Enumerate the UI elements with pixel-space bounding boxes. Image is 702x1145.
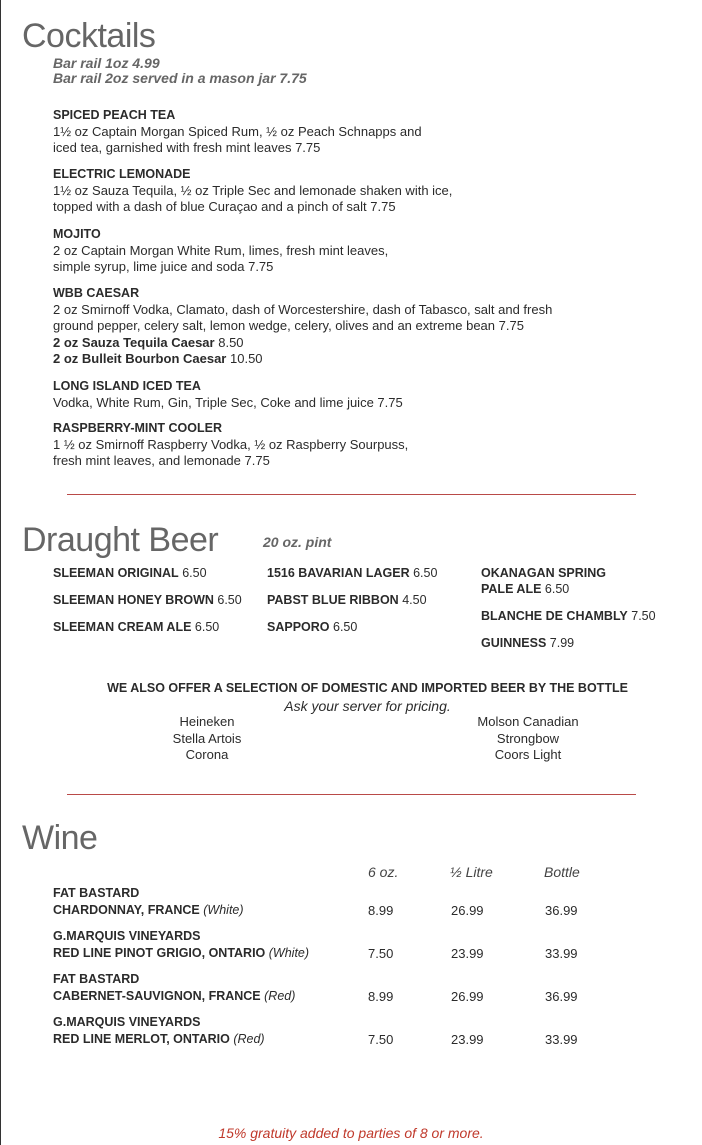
wine-price-bottle: 36.99: [545, 903, 578, 918]
section-divider: [67, 494, 636, 495]
wine-price-bottle: 33.99: [545, 946, 578, 961]
cocktail-name: LONG ISLAND ICED TEA: [53, 379, 201, 393]
wine-price-half-litre: 23.99: [451, 946, 484, 961]
beer-name: SLEEMAN ORIGINAL: [53, 566, 179, 580]
beer-item: [481, 608, 656, 624]
cocktail-desc: 2 oz Smirnoff Vodka, Clamato, dash of Worcestershire, dash of Tabasco, salt and fresh: [53, 301, 553, 317]
bottle-beer: Heineken: [179, 714, 235, 729]
wine-price-6oz: 8.99: [368, 989, 394, 1004]
bottle-beer-note: Ask your server for pricing.: [284, 698, 451, 714]
wine-price-bottle: 36.99: [545, 989, 578, 1004]
wine-row: [53, 1014, 265, 1048]
wine-price-half-litre: 26.99: [451, 903, 484, 918]
bottle-beer: Coors Light: [494, 747, 562, 762]
beer-name: PALE ALE: [481, 582, 542, 596]
cocktail-desc: iced tea, garnished with fresh mint leaves 7.75: [53, 140, 321, 155]
bottle-beer: Molson Canadian: [477, 714, 579, 729]
wine-variety: RED LINE PINOT GRIGIO, ONTARIO: [53, 946, 266, 960]
cocktail-item: [53, 166, 653, 216]
caesar-variant: [53, 351, 653, 368]
wine-producer: G.MARQUIS VINEYARDS: [53, 1015, 201, 1029]
cocktail-desc: 1 ½ oz Smirnoff Raspberry Vodka, ½ oz Raspberry Sourpuss,: [53, 436, 409, 452]
beer-price: 7.50: [631, 609, 656, 623]
wine-price-bottle: 33.99: [545, 1032, 578, 1047]
beer-name: SAPPORO: [267, 620, 330, 634]
wine-row: [53, 971, 295, 1005]
beer-item: [267, 619, 357, 635]
wine-variety: RED LINE MERLOT, ONTARIO: [53, 1032, 230, 1046]
cocktail-name: MOJITO: [53, 227, 101, 241]
beer-price: 6.50: [182, 566, 207, 580]
wine-header-half-litre: ½ Litre: [450, 864, 493, 880]
beer-item: [53, 565, 207, 581]
cocktail-item: [53, 107, 653, 157]
bottle-beer: Strongbow: [496, 730, 560, 746]
bottle-list-right: [428, 714, 628, 764]
beer-price: 6.50: [413, 566, 438, 580]
cocktail-name: ELECTRIC LEMONADE: [53, 167, 191, 181]
wine-producer: FAT BASTARD: [53, 886, 140, 900]
cocktail-item: [53, 285, 653, 368]
beer-price: 6.50: [194, 620, 220, 634]
beer-name: SLEEMAN HONEY BROWN: [53, 593, 214, 607]
page-border: [0, 0, 1, 1145]
wine-row: [53, 885, 244, 919]
wine-type: (Red): [264, 989, 296, 1003]
draught-beer-title: Draught Beer: [22, 521, 219, 559]
caesar-variant-name: 2 oz Bulleit Bourbon Caesar: [53, 351, 227, 366]
section-divider: [67, 794, 636, 795]
bottle-beer: Corona: [185, 747, 229, 762]
wine-price-half-litre: 26.99: [451, 989, 484, 1004]
beer-name: PABST BLUE RIBBON: [267, 593, 399, 607]
beer-item: [267, 565, 437, 581]
gratuity-note: 15% gratuity added to parties of 8 or more.: [218, 1125, 484, 1141]
wine-producer: G.MARQUIS VINEYARDS: [53, 929, 201, 943]
cocktail-desc: 1½ oz Sauza Tequila, ½ oz Triple Sec and lemonade shaken with ice,: [53, 182, 453, 198]
cocktail-item: [53, 420, 653, 470]
wine-variety: CHARDONNAY, FRANCE: [53, 903, 200, 917]
cocktail-name: SPICED PEACH TEA: [53, 108, 176, 122]
beer-price: 6.50: [217, 593, 242, 607]
beer-item: [267, 592, 427, 608]
beer-name: BLANCHE DE CHAMBLY: [481, 609, 628, 623]
beer-item: [53, 592, 242, 608]
caesar-variant-price: 8.50: [218, 334, 244, 350]
cocktail-item: [53, 378, 653, 411]
wine-header-bottle: Bottle: [544, 864, 580, 880]
cocktail-name: WBB CAESAR: [53, 286, 140, 300]
caesar-variant-name: 2 oz Sauza Tequila Caesar: [53, 334, 215, 350]
cocktail-desc: ground pepper, celery salt, lemon wedge, celery, olives and an extreme bean 7.75: [53, 318, 524, 333]
beer-price: 6.50: [544, 582, 570, 596]
wine-header-6oz: 6 oz.: [368, 864, 399, 880]
pint-size: 20 oz. pint: [263, 534, 332, 550]
wine-row: [53, 928, 309, 962]
beer-item: [481, 635, 574, 651]
wine-type: (White): [203, 903, 244, 917]
wine-variety: CABERNET-SAUVIGNON, FRANCE: [53, 989, 261, 1003]
bar-rail-2oz: Bar rail 2oz served in a mason jar 7.75: [53, 70, 307, 86]
caesar-variant: [53, 335, 653, 352]
cocktail-desc: Vodka, White Rum, Gin, Triple Sec, Coke and lime juice 7.75: [53, 394, 403, 410]
wine-price-6oz: 7.50: [368, 946, 394, 961]
beer-item: [53, 619, 219, 635]
wine-price-6oz: 8.99: [368, 903, 394, 918]
cocktail-desc: 1½ oz Captain Morgan Spiced Rum, ½ oz Peach Schnapps and: [53, 123, 422, 139]
wine-price-half-litre: 23.99: [451, 1032, 484, 1047]
wine-producer: FAT BASTARD: [53, 972, 140, 986]
caesar-variant-price: 10.50: [230, 351, 263, 366]
cocktails-title: Cocktails: [22, 17, 156, 55]
cocktail-name: RASPBERRY-MINT COOLER: [53, 421, 222, 435]
beer-name: 1516 BAVARIAN LAGER: [267, 566, 410, 580]
beer-name: GUINNESS: [481, 636, 547, 650]
beer-item: [481, 565, 606, 597]
beer-price: 6.50: [333, 620, 358, 634]
beer-price: 4.50: [402, 593, 427, 607]
wine-price-6oz: 7.50: [368, 1032, 394, 1047]
cocktail-desc: fresh mint leaves, and lemonade 7.75: [53, 453, 270, 468]
beer-price: 7.99: [549, 636, 575, 650]
cocktail-desc: 2 oz Captain Morgan White Rum, limes, fresh mint leaves,: [53, 242, 389, 258]
bottle-beer-heading: WE ALSO OFFER A SELECTION OF DOMESTIC AND IMPORTED BEER BY THE BOTTLE: [107, 681, 628, 695]
cocktail-desc: simple syrup, lime juice and soda 7.75: [53, 259, 274, 274]
beer-name: SLEEMAN CREAM ALE: [53, 620, 192, 634]
cocktail-desc: topped with a dash of blue Curaçao and a pinch of salt 7.75: [53, 199, 396, 214]
bottle-beer: Stella Artois: [172, 730, 242, 746]
bar-rail-1oz: Bar rail 1oz 4.99: [53, 55, 160, 71]
wine-type: (White): [268, 946, 310, 960]
bottle-list-left: [107, 714, 307, 764]
beer-name: OKANAGAN SPRING: [481, 566, 607, 580]
cocktail-item: [53, 226, 653, 276]
wine-type: (Red): [233, 1032, 265, 1046]
wine-title: Wine: [22, 819, 98, 857]
